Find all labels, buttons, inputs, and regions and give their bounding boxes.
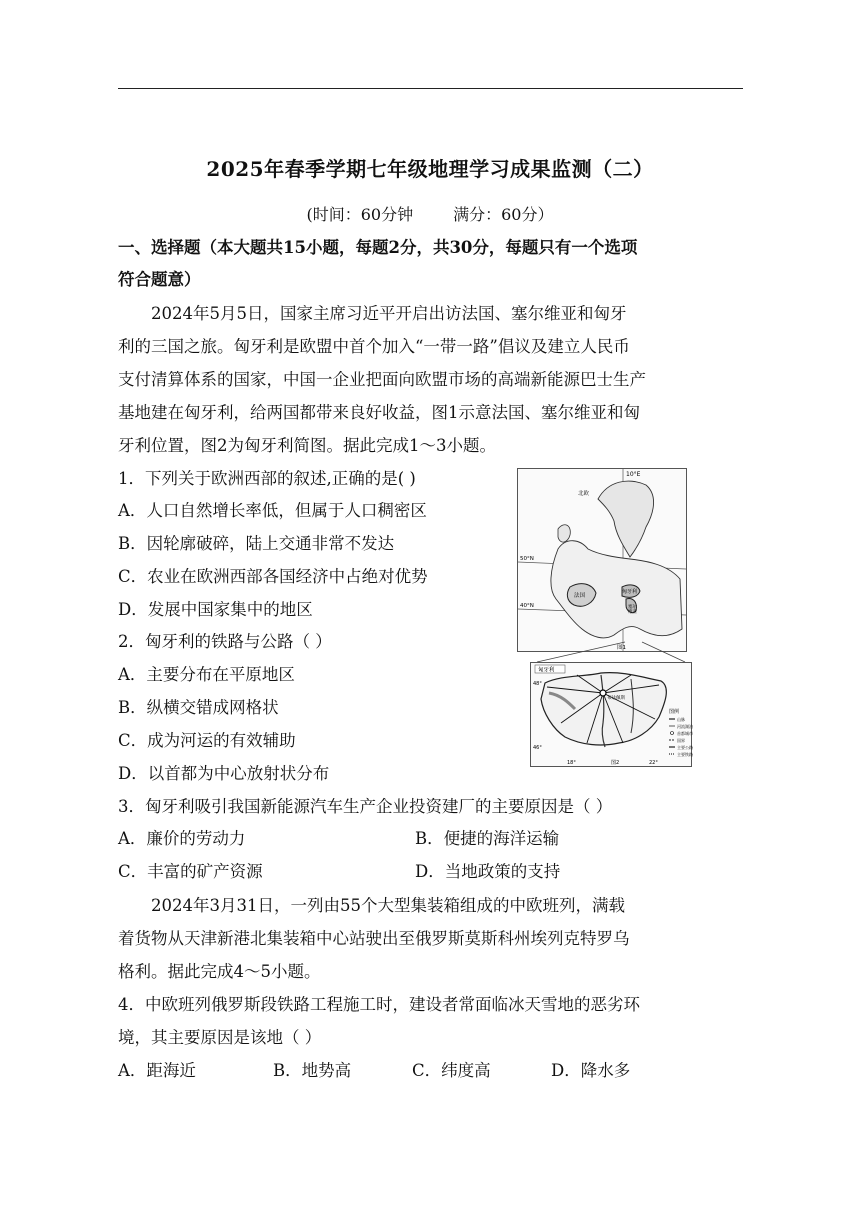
q2-option-a: A．主要分布在平原地区 xyxy=(118,665,295,684)
q4-option-d: D．降水多 xyxy=(551,1061,631,1080)
q1-option-c: C．农业在欧洲西部各国经济中占绝对优势 xyxy=(118,567,428,586)
top-rule xyxy=(118,88,743,89)
figure2-title: 匈牙利 xyxy=(538,667,555,674)
north-label: 北欧 xyxy=(578,491,590,497)
q1-stem: 1．下列关于欧洲西部的叙述,正确的是( ) xyxy=(118,469,416,488)
exam-title: 2025年春季学期七年级地理学习成果监测（二） xyxy=(206,157,654,181)
figure2-hungary-map xyxy=(530,662,692,767)
passage1-line: 牙利位置，图2为匈牙利简图。据此完成1～3小题。 xyxy=(118,436,496,455)
q1-option-b: B．因轮廓破碎，陆上交通非常不发达 xyxy=(118,534,395,553)
q4-stem-line1: 4．中欧班列俄罗斯段铁路工程施工时，建设者常面临冰天雪地的恶劣环 xyxy=(118,995,640,1014)
q3-option-a: A．廉价的劳动力 xyxy=(118,829,246,848)
legend-item: 主要铁路 xyxy=(677,752,693,757)
europe-map-svg xyxy=(518,469,686,651)
q1-option-a: A．人口自然增长率低，但属于人口稠密区 xyxy=(118,501,427,520)
passage2-line: 格利。据此完成4～5小题。 xyxy=(118,962,321,981)
q2-option-c: C．成为河运的有效辅助 xyxy=(118,731,296,750)
q3-option-b: B．便捷的海洋运输 xyxy=(415,829,560,848)
q2-option-b: B．纵横交错成网格状 xyxy=(118,698,279,717)
legend-title: 图例 xyxy=(669,709,680,715)
lon-label: 10°E xyxy=(626,471,641,478)
serbia-label: 塞尔维亚 xyxy=(628,605,637,615)
legend-item: 国界 xyxy=(677,738,685,743)
british-isles-shape xyxy=(558,525,570,542)
q4-stem-line2: 境，其主要原因是该地（ ） xyxy=(118,1028,322,1047)
q3-option-d: D．当地政策的支持 xyxy=(415,862,561,881)
lat48-label: 48° xyxy=(533,681,542,687)
passage1-line: 支付清算体系的国家，中国一企业把面向欧盟市场的高端新能源巴士生产 xyxy=(118,370,646,389)
q4-option-b: B．地势高 xyxy=(273,1061,352,1080)
hungary-label: 匈牙利 xyxy=(622,589,638,595)
lat46-label: 46° xyxy=(533,745,542,751)
time-limit: (时间：60分钟 xyxy=(306,205,414,224)
q2-stem: 2．匈牙利的铁路与公路（ ） xyxy=(118,632,332,651)
q3-option-c: C．丰富的矿产资源 xyxy=(118,862,263,881)
passage1-line: 2024年5月5日，国家主席习近平开启出访法国、塞尔维亚和匈牙 xyxy=(151,304,627,323)
q4-option-c: C．纬度高 xyxy=(412,1061,491,1080)
exam-subtitle xyxy=(0,202,860,225)
passage1-line: 基地建在匈牙利，给两国都带来良好收益，图1示意法国、塞尔维亚和匈 xyxy=(118,403,640,422)
figure1-europe-map xyxy=(517,468,687,652)
passage2-line: 着货物从天津新港北集装箱中心站驶出至俄罗斯莫斯科州埃列克特罗乌 xyxy=(118,929,630,948)
lon22-label: 22° xyxy=(649,760,658,766)
passage1-line: 利的三国之旅。匈牙利是欧盟中首个加入“一带一路”倡议及建立人民币 xyxy=(118,337,630,356)
capital-label: 布达佩斯 xyxy=(607,696,625,701)
section-heading-line2: 符合题意） xyxy=(118,270,201,289)
full-score: 满分：60分） xyxy=(453,205,554,224)
section-heading-line1: 一、选择题（本大题共15小题，每题2分，共30分，每题只有一个选项 xyxy=(118,238,638,257)
legend-item: 河流湖泊 xyxy=(677,724,693,729)
hungary-map-svg xyxy=(531,663,691,766)
q1-option-d: D．发展中国家集中的地区 xyxy=(118,600,313,619)
figure2-caption: 图2 xyxy=(611,760,620,766)
france-label: 法国 xyxy=(574,593,586,599)
figure1-caption: 图1 xyxy=(617,645,626,651)
passage2-line: 2024年3月31日，一列由55个大型集装箱组成的中欧班列，满载 xyxy=(151,896,625,915)
legend-item: 主要公路 xyxy=(677,745,693,750)
legend-item: 山脉 xyxy=(677,717,685,722)
q2-option-d: D．以首都为中心放射状分布 xyxy=(118,764,330,783)
legend-item: 首都城市 xyxy=(677,731,693,736)
scandinavia-shape xyxy=(598,481,654,557)
q4-option-a: A．距海近 xyxy=(118,1061,196,1080)
lon18-label: 18° xyxy=(567,760,576,766)
q3-stem: 3．匈牙利吸引我国新能源汽车生产企业投资建厂的主要原因是（ ） xyxy=(118,797,613,816)
lat40-label: 40°N xyxy=(520,603,534,609)
capital-marker xyxy=(600,690,606,696)
lat50-label: 50°N xyxy=(520,556,534,562)
map-legend xyxy=(669,708,693,757)
